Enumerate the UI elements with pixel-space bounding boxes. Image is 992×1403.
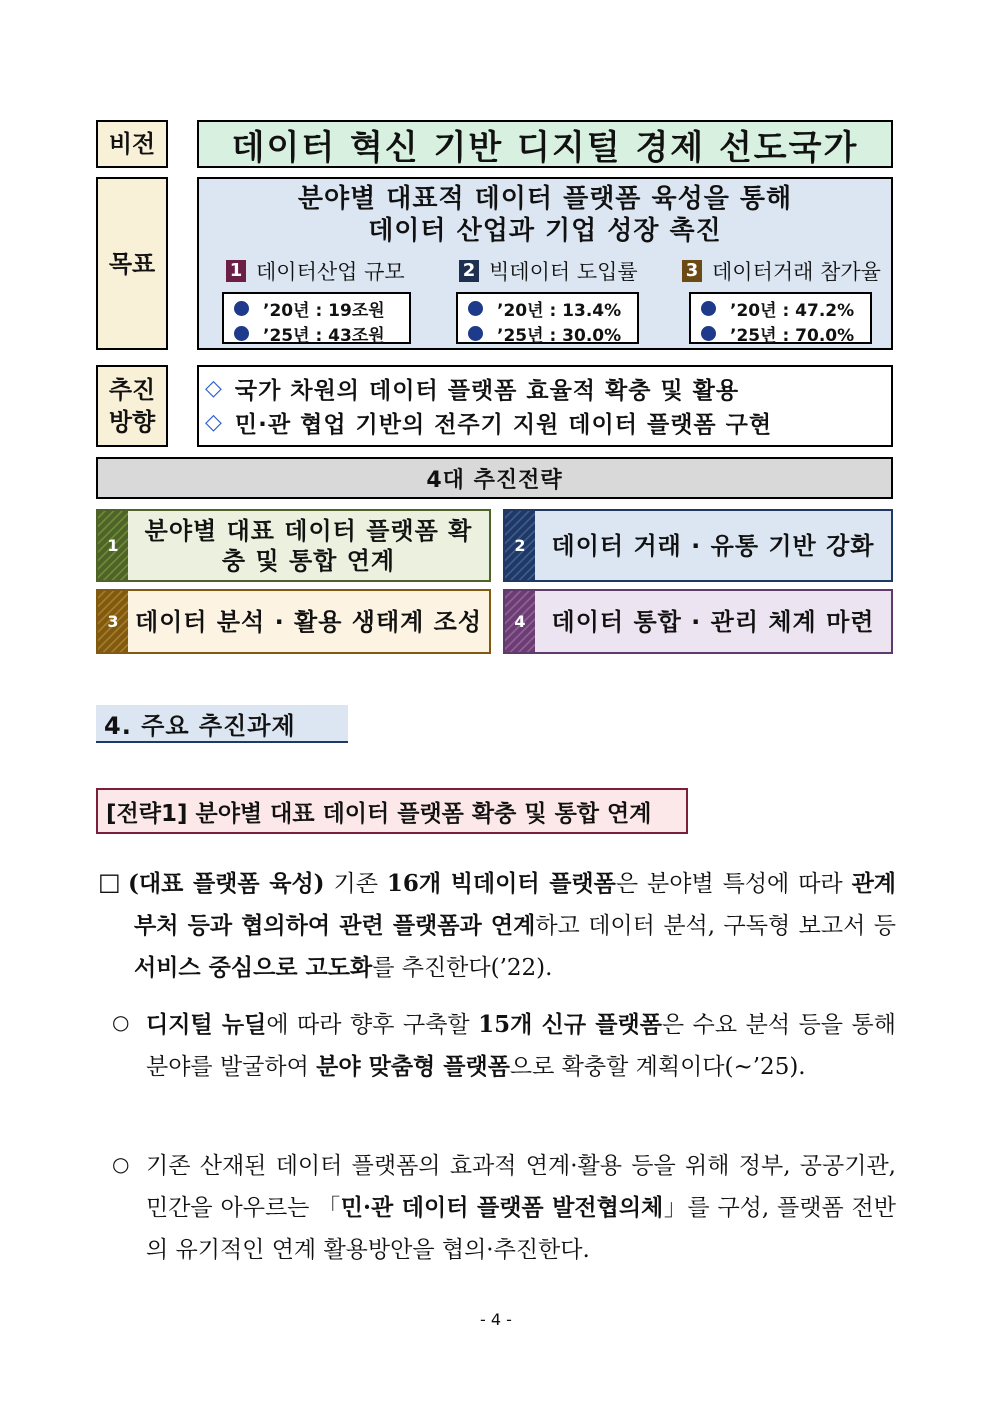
goal-title-line2: 데이터 산업과 기업 성장 촉진: [368, 216, 722, 246]
diamond-icon: ◇: [205, 409, 223, 435]
strategy-text-2: 데이터 거래 · 유통 기반 강화: [551, 531, 875, 560]
kpi-number-1: 1: [226, 260, 246, 282]
paragraph-3: 기존 산재된 데이터 플랫폼의 효과적 연계·활용 등을 위해 정부, 공공기관, 민간을 아우르는 「민·관 데이터 플랫폼 발전협의체」를 구성, 플랫폼 전반의 유기적인 연계 활용방안을 협의·추진한다.: [146, 1153, 896, 1263]
direction-item-2-text: 민·관 협업 기반의 전주기 지원 데이터 플랫폼 구현: [234, 411, 773, 438]
kpi-number-3: 3: [682, 260, 702, 282]
kpi-2-line1: ’20년 : 13.4%: [497, 301, 622, 321]
strategy-text-4: 데이터 통합 · 관리 체계 마련: [551, 607, 875, 636]
direction-item-1-text: 국가 차원의 데이터 플랫폼 효율적 확충 및 활용: [234, 377, 740, 404]
vision-box: [197, 120, 893, 168]
goal-label: 목표: [96, 177, 168, 350]
strategy-number-3: 3: [98, 591, 128, 652]
bullet-dot-icon: [701, 301, 716, 316]
direction-box: [197, 365, 893, 447]
kpi-label-2: 빅데이터 도입률: [489, 260, 638, 284]
strategy-card-1: [96, 509, 491, 582]
kpi-1-line1: ’20년 : 19조원: [263, 301, 385, 321]
kpi-box-1: [222, 292, 411, 344]
strategy-number-1: 1: [98, 511, 128, 580]
section-title: 4. 주요 추진과제: [96, 705, 348, 743]
strategy-text-1: 분야별 대표 데이터 플랫폼 확충 및 통합 연계: [144, 516, 473, 575]
kpi-box-2: [456, 292, 639, 344]
vision-label: 비전: [96, 120, 168, 168]
strategy1-title: [전략1] 분야별 대표 데이터 플랫폼 확충 및 통합 연계: [96, 788, 688, 834]
strategy-number-2: 2: [505, 511, 535, 580]
kpi-label-3: 데이터거래 참가율: [712, 260, 881, 284]
bullet-dot-icon: [234, 326, 249, 341]
paragraph-1: (대표 플랫폼 육성) 기존 16개 빅데이터 플랫폼은 분야별 특성에 따라 관계부처 등과 협의하여 관련 플랫폼과 연계하고 데이터 분석, 구독형 보고서 등 서비스 중심으로 고도화를 추진한다(’22).: [128, 870, 897, 981]
direction-item-1: [205, 371, 891, 405]
paragraph-2: 디지털 뉴딜에 따라 향후 구축할 15개 신규 플랫폼은 수요 분석 등을 통해 분야를 발굴하여 분야 맞춤형 플랫폼으로 확충할 계획이다(~’25).: [146, 1011, 896, 1080]
circle-bullet-icon: ○: [112, 1152, 130, 1176]
kpi-3-line2: ’25년 : 70.0%: [730, 326, 855, 346]
bullet-dot-icon: [701, 326, 716, 341]
bullet-dot-icon: [234, 301, 249, 316]
strategies-header: [96, 457, 893, 499]
direction-item-2: [205, 405, 891, 439]
kpi-label-1: 데이터산업 규모: [256, 260, 405, 284]
goal-title-line1: 분야별 대표적 데이터 플랫폼 육성을 통해: [297, 184, 793, 214]
bullet-dot-icon: [468, 301, 483, 316]
kpi-head-3: [682, 258, 882, 284]
square-bullet-icon: □: [98, 868, 121, 896]
kpi-3-line1: ’20년 : 47.2%: [730, 301, 855, 321]
circle-bullet-icon: ○: [112, 1010, 130, 1034]
strategy-text-3: 데이터 분석 · 활용 생태계 조성: [134, 607, 483, 636]
strategy-card-2: [503, 509, 893, 582]
kpi-head-2: [459, 258, 659, 284]
bullet-dot-icon: [468, 326, 483, 341]
strategies-header-text: 4대 추진전략: [426, 467, 563, 493]
kpi-head-1: [226, 258, 426, 284]
kpi-1-line2: ’25년 : 43조원: [263, 326, 385, 346]
strategy-card-4: [503, 589, 893, 654]
kpi-box-3: [689, 292, 872, 344]
kpi-2-line2: ’25년 : 30.0%: [497, 326, 622, 346]
strategy-card-3: [96, 589, 491, 654]
strategy-number-4: 4: [505, 591, 535, 652]
diamond-icon: ◇: [205, 375, 223, 401]
kpi-number-2: 2: [459, 260, 479, 282]
page-number: - 4 -: [480, 1310, 512, 1329]
direction-label: 추진 방향: [96, 365, 168, 447]
vision-text: 데이터 혁신 기반 디지털 경제 선도국가: [231, 127, 859, 168]
